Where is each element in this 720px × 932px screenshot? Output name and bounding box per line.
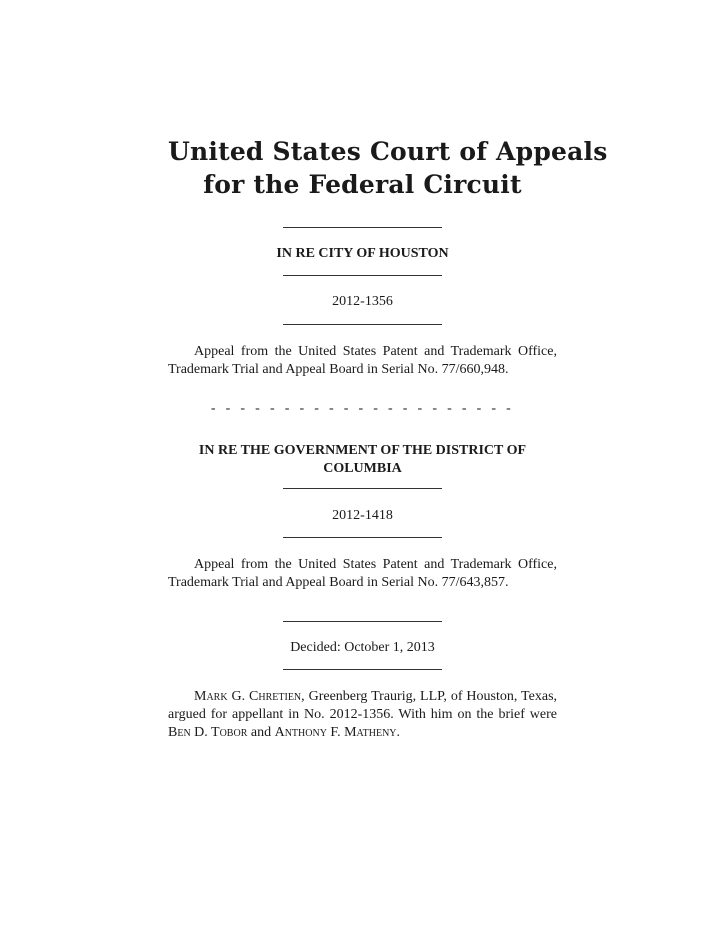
case2-number: 2012-1418 (332, 508, 393, 523)
divider-rule (283, 669, 442, 670)
case1-appeal-paragraph: Appeal from the United States Patent and Trademark Office, Trademark Trial and Appeal Board in Serial No. 77/660,948. (168, 344, 557, 377)
document-page (168, 0, 608, 932)
case1-title: IN RE CITY OF HOUSTON (276, 246, 449, 261)
counsel-text: . (396, 725, 401, 740)
counsel-paragraph (168, 688, 557, 742)
divider-rule (283, 275, 442, 276)
attorney-name: Mark G. Chretien (194, 689, 302, 704)
decided-date: Decided: October 1, 2013 (290, 640, 435, 655)
case1-number: 2012-1356 (332, 294, 393, 309)
court-name-line-2: for the Federal Circuit (203, 170, 522, 199)
court-name-heading (168, 135, 608, 201)
divider-rule (283, 324, 442, 325)
counsel-text: , Greenberg Traurig, LLP, of Houston, Texas, argued for appellant in No. 2012-1356. With him on the brief were (168, 689, 558, 722)
attorney-name: Ben D. Tobor (168, 725, 248, 740)
court-name-line-1: United States Court of Appeals (168, 137, 608, 166)
case2-title: IN RE THE GOVERNMENT OF THE DISTRICT OF COLUMBIA (198, 443, 527, 476)
divider-rule (283, 227, 442, 228)
case-separator: - - - - - - - - - - - - - - - - - - - - - (210, 401, 515, 416)
divider-rule (283, 537, 442, 538)
attorney-name: Anthony F. Matheny (274, 725, 397, 740)
divider-rule (283, 621, 442, 622)
case2-appeal-paragraph: Appeal from the United States Patent and Trademark Office, Trademark Trial and Appeal Board in Serial No. 77/643,857. (168, 557, 557, 590)
divider-rule (283, 488, 442, 489)
counsel-text: and (247, 725, 275, 740)
